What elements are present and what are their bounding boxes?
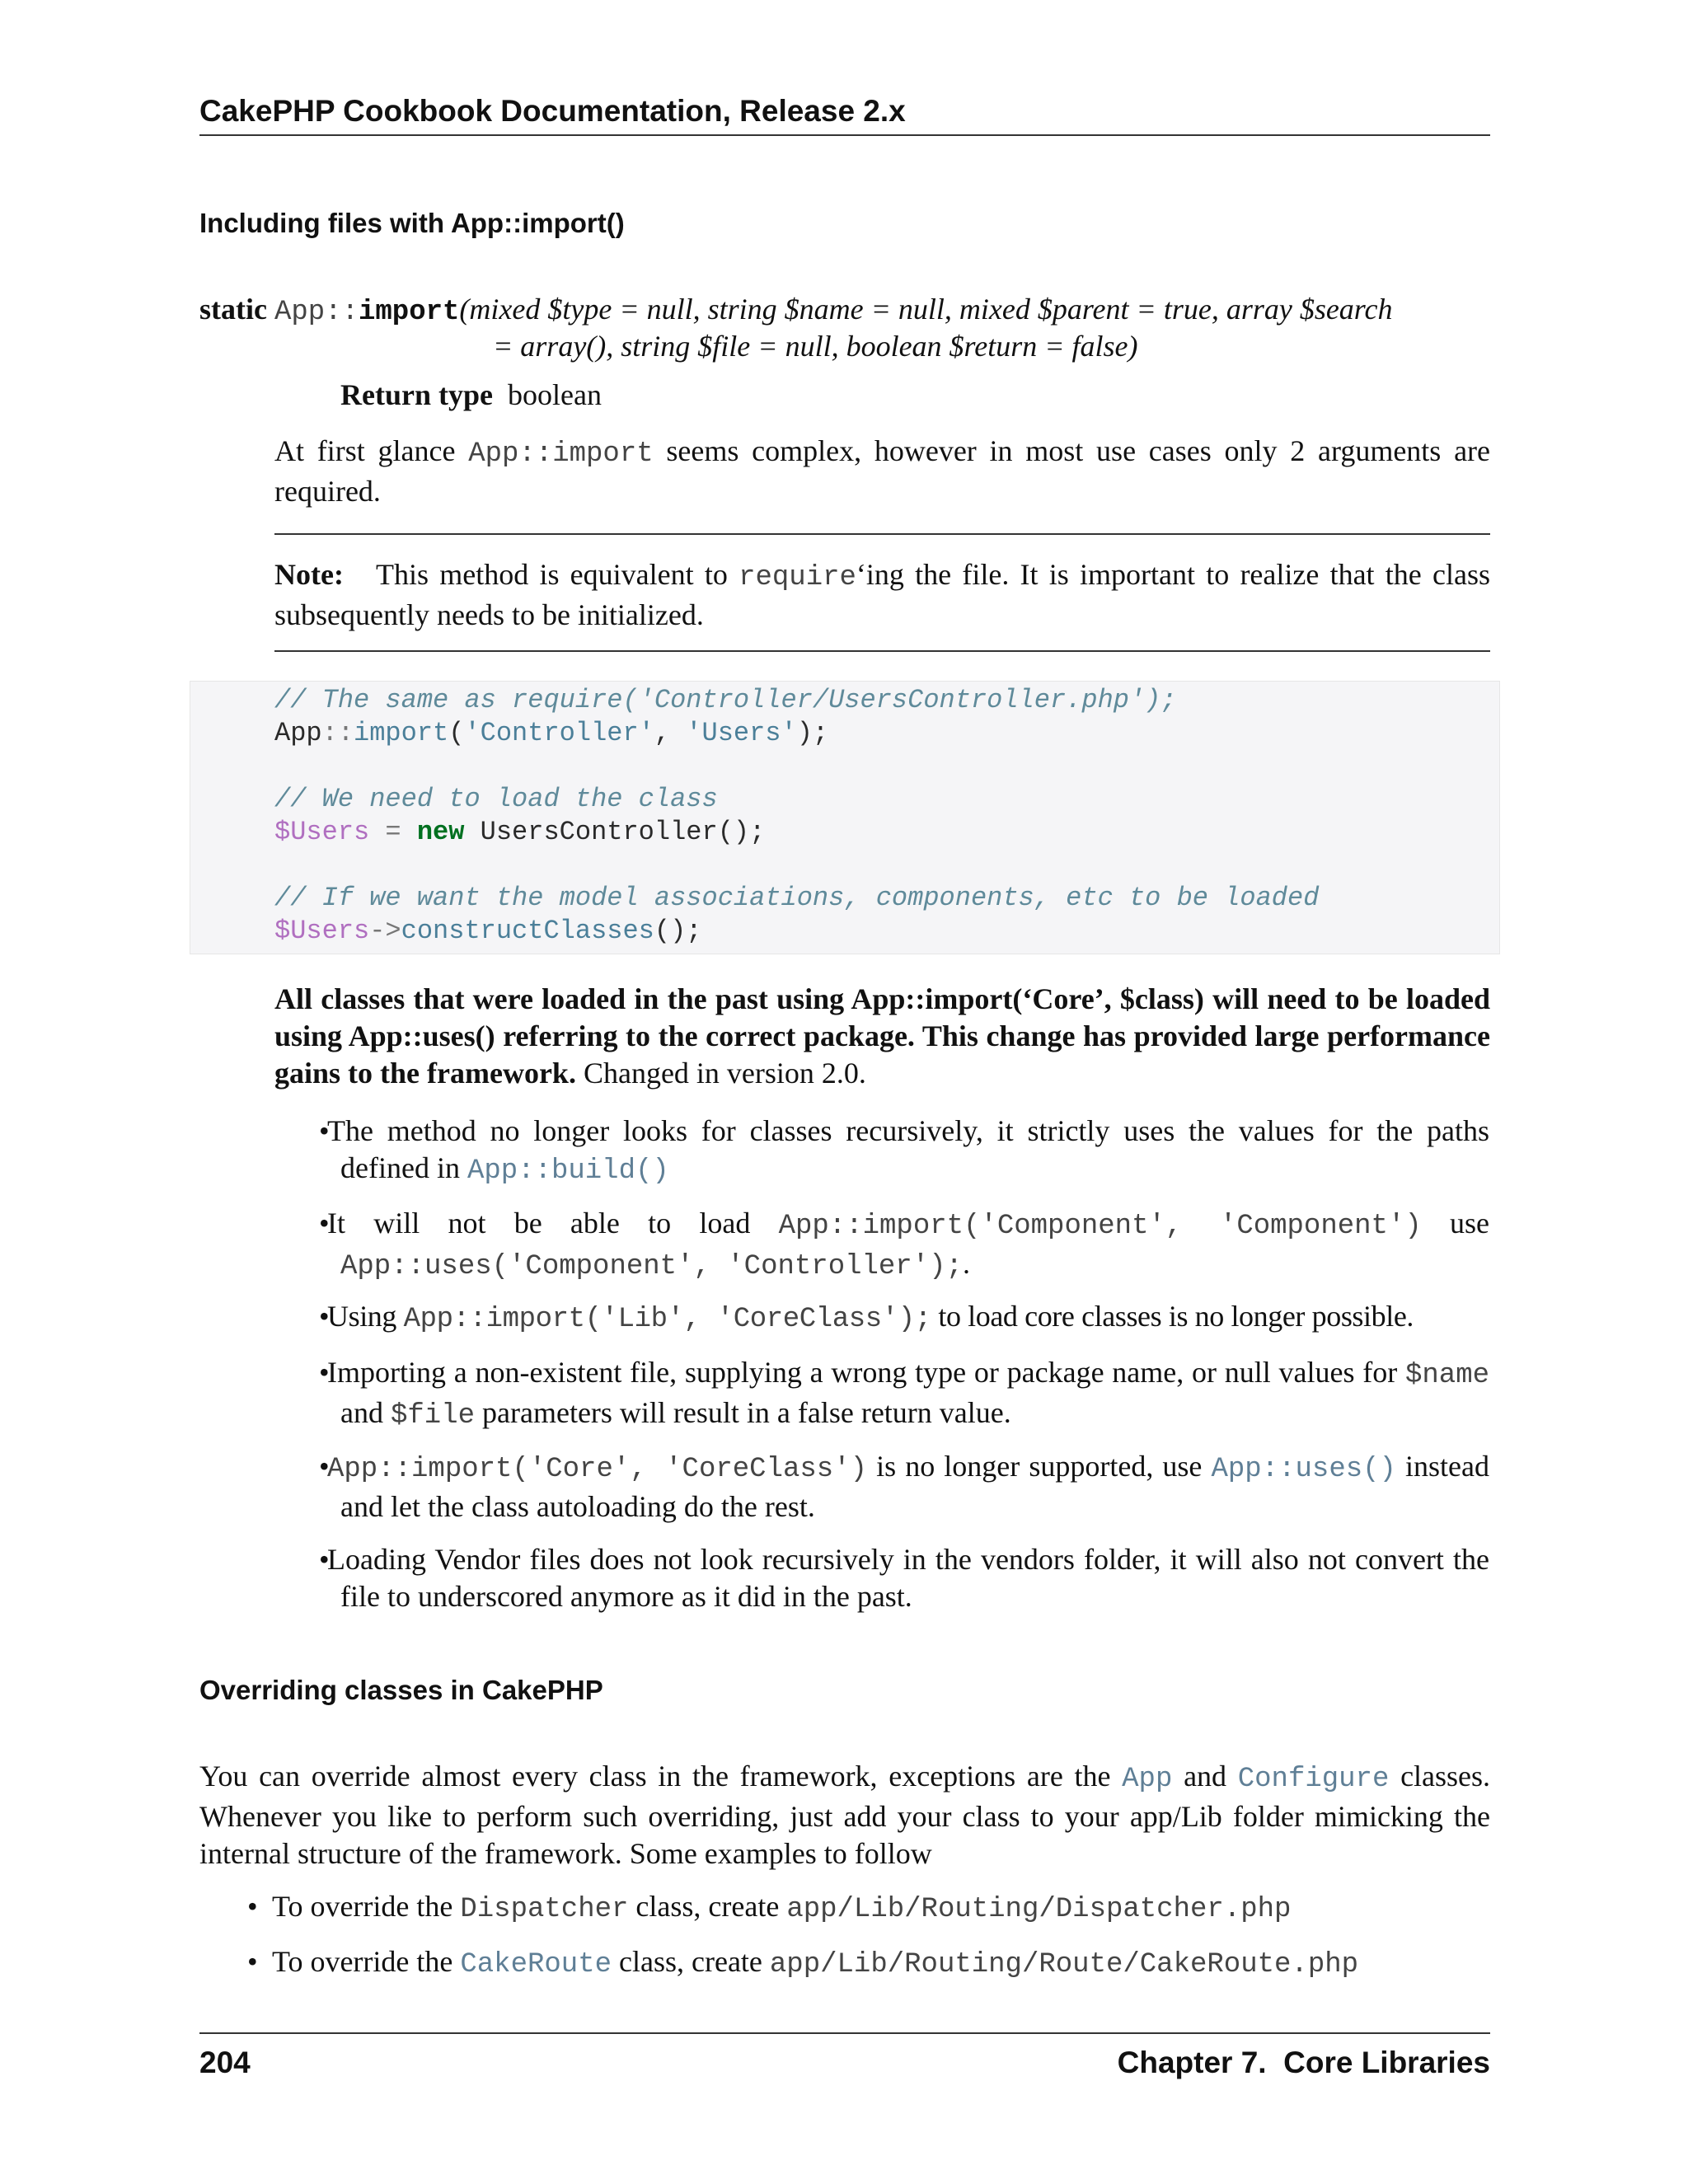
change-text: Loading Vendor files does not look recursively in the vendors folder, it will also not convert the file to underscored anymore as it did in the past.: [327, 1543, 1489, 1613]
bullet-icon: •: [247, 1890, 258, 1923]
bullet-icon: •: [319, 1114, 330, 1147]
example-text: To override the: [271, 1890, 453, 1923]
example-text: To override the: [271, 1945, 453, 1978]
change-item-2: [319, 1205, 1490, 1286]
overriding-text: and: [1184, 1760, 1227, 1793]
change-text: to load core classes is no longer possible.: [938, 1300, 1414, 1333]
code-comment-2: // We need to load the class: [274, 784, 718, 814]
deprecation-paragraph: [274, 981, 1490, 1092]
code-token: constructClasses: [401, 916, 654, 946]
configure-link[interactable]: Configure: [1237, 1764, 1390, 1795]
code-token: $Users: [274, 916, 370, 946]
code-token: ,: [654, 718, 687, 748]
code-token: import: [354, 718, 449, 748]
deprecation-bold-text: All classes that were loaded in the past using App::import(‘Core’, $class) will need to be loaded using App::uses() referring to the correct package. This change has provided large performance gains to the framework.: [274, 982, 1490, 1090]
signature-class: App::: [274, 297, 359, 328]
app-link[interactable]: App: [1122, 1764, 1173, 1795]
code-token: ();: [654, 916, 702, 946]
return-type-field: [340, 377, 602, 414]
code-line-import: [274, 717, 828, 750]
change-text: Using: [327, 1300, 397, 1333]
change-code: App::uses('Component', 'Controller');: [340, 1251, 963, 1282]
change-text: instead and let the class autoloading do the rest.: [340, 1450, 1490, 1523]
section-heading-overriding: Overriding classes in CakePHP: [199, 1675, 603, 1705]
app-build-link[interactable]: App::build(): [467, 1155, 669, 1187]
intro-paragraph: [274, 433, 1490, 510]
method-signature: [199, 291, 1392, 331]
code-line-construct: [274, 915, 701, 948]
change-item-3: [319, 1298, 1489, 1338]
code-token: App: [274, 718, 322, 748]
signature-method: import: [359, 297, 460, 328]
code-line-new: [274, 816, 765, 849]
change-text: parameters will result in a false return value.: [482, 1396, 1011, 1429]
change-text: .: [962, 1247, 970, 1280]
change-text: use: [1450, 1207, 1490, 1240]
code-token: ::: [321, 718, 354, 748]
code-comment-3: // If we want the model associations, components, etc to be loaded: [274, 883, 1320, 913]
chapter-title: Chapter 7. Core Libraries: [1117, 2046, 1490, 2079]
override-example-1: [247, 1888, 1291, 1929]
running-header: CakePHP Cookbook Documentation, Release 2.x: [199, 94, 906, 128]
change-item-4: [319, 1354, 1490, 1435]
code-comment-1: // The same as require('Controller/UsersController.php');: [274, 685, 1177, 715]
header-rule: [199, 134, 1490, 136]
change-item-5: [319, 1448, 1490, 1526]
signature-params-line1: (mixed $type = null, string $name = null, mixed $parent = true, array $search: [459, 293, 1393, 326]
code-token: UsersController();: [464, 817, 766, 847]
return-type-label: Return type: [340, 378, 493, 411]
note-top-rule: [274, 533, 1490, 535]
example-path: app/Lib/Routing/Route/CakeRoute.php: [769, 1949, 1359, 1980]
note-bottom-rule: [274, 650, 1490, 652]
intro-code: App::import: [468, 438, 654, 470]
overriding-text: classes. Whenever you like to perform such overriding, just add your class to your app/Lib folder mimicking the internal structure of the framework. Some examples to follow: [199, 1760, 1491, 1870]
code-token: 'Users': [686, 718, 797, 748]
change-code: $file: [390, 1400, 476, 1432]
bullet-icon: •: [319, 1356, 330, 1389]
code-token: =: [369, 817, 417, 847]
signature-params-line2: = array(), string $file = null, boolean $return = false): [493, 330, 1138, 363]
example-text: class, create: [619, 1945, 762, 1978]
code-token: (: [448, 718, 465, 748]
note-admonition: [274, 556, 1490, 634]
change-text: It will not be able to load: [327, 1207, 751, 1240]
cakeroute-link[interactable]: CakeRoute: [460, 1949, 612, 1980]
overriding-paragraph: [199, 1758, 1490, 1872]
note-text-a: This method is equivalent to: [376, 558, 728, 591]
method-signature-cont: [493, 328, 1138, 365]
example-path: app/Lib/Routing/Dispatcher.php: [786, 1894, 1292, 1925]
override-example-2: [247, 1943, 1358, 1984]
code-token: new: [416, 817, 465, 847]
change-code: App::import('Component', 'Component'): [778, 1211, 1422, 1242]
change-item-1: [319, 1113, 1489, 1190]
intro-text-a: At first glance: [274, 434, 456, 467]
change-code: App::import('Lib', 'CoreClass');: [403, 1304, 931, 1335]
code-token: );: [796, 718, 829, 748]
example-text: class, create: [635, 1890, 780, 1923]
intro-text-b: seems complex, however in most use cases only 2 arguments are required.: [274, 434, 1491, 508]
change-text: The method no longer looks for classes recursively, it strictly uses the values for the paths defined in: [327, 1114, 1489, 1184]
change-item-6: [319, 1541, 1489, 1615]
app-uses-link[interactable]: App::uses(): [1211, 1454, 1396, 1485]
page-number: 204: [199, 2046, 251, 2079]
note-label: Note:: [274, 558, 344, 591]
change-code: App::import('Core', 'CoreClass'): [327, 1454, 867, 1485]
signature-static: static: [199, 293, 267, 326]
code-token: 'Controller': [464, 718, 654, 748]
change-text: Importing a non-existent file, supplying a wrong type or package name, or null values for: [327, 1356, 1398, 1389]
bullet-icon: •: [319, 1300, 330, 1333]
change-text: and: [340, 1396, 383, 1429]
code-token: ->: [369, 916, 401, 946]
example-code: Dispatcher: [460, 1894, 629, 1925]
note-code: require: [738, 562, 856, 593]
bullet-icon: •: [319, 1207, 330, 1240]
code-token: $Users: [274, 817, 370, 847]
bullet-icon: •: [247, 1945, 258, 1978]
footer-rule: [199, 2032, 1490, 2034]
version-changed: Changed in version 2.0.: [583, 1057, 866, 1090]
section-heading-import: Including files with App::import(): [199, 208, 625, 238]
return-type-value: boolean: [507, 378, 602, 411]
bullet-icon: •: [319, 1450, 330, 1483]
change-code: $name: [1404, 1360, 1490, 1391]
note-text-b: ‘ing the file. It is important to realize that the class subsequently needs to be initialized.: [274, 558, 1490, 631]
change-text: is no longer supported, use: [876, 1450, 1203, 1483]
overriding-text: You can override almost every class in the framework, exceptions are the: [199, 1760, 1111, 1793]
bullet-icon: •: [319, 1543, 330, 1576]
